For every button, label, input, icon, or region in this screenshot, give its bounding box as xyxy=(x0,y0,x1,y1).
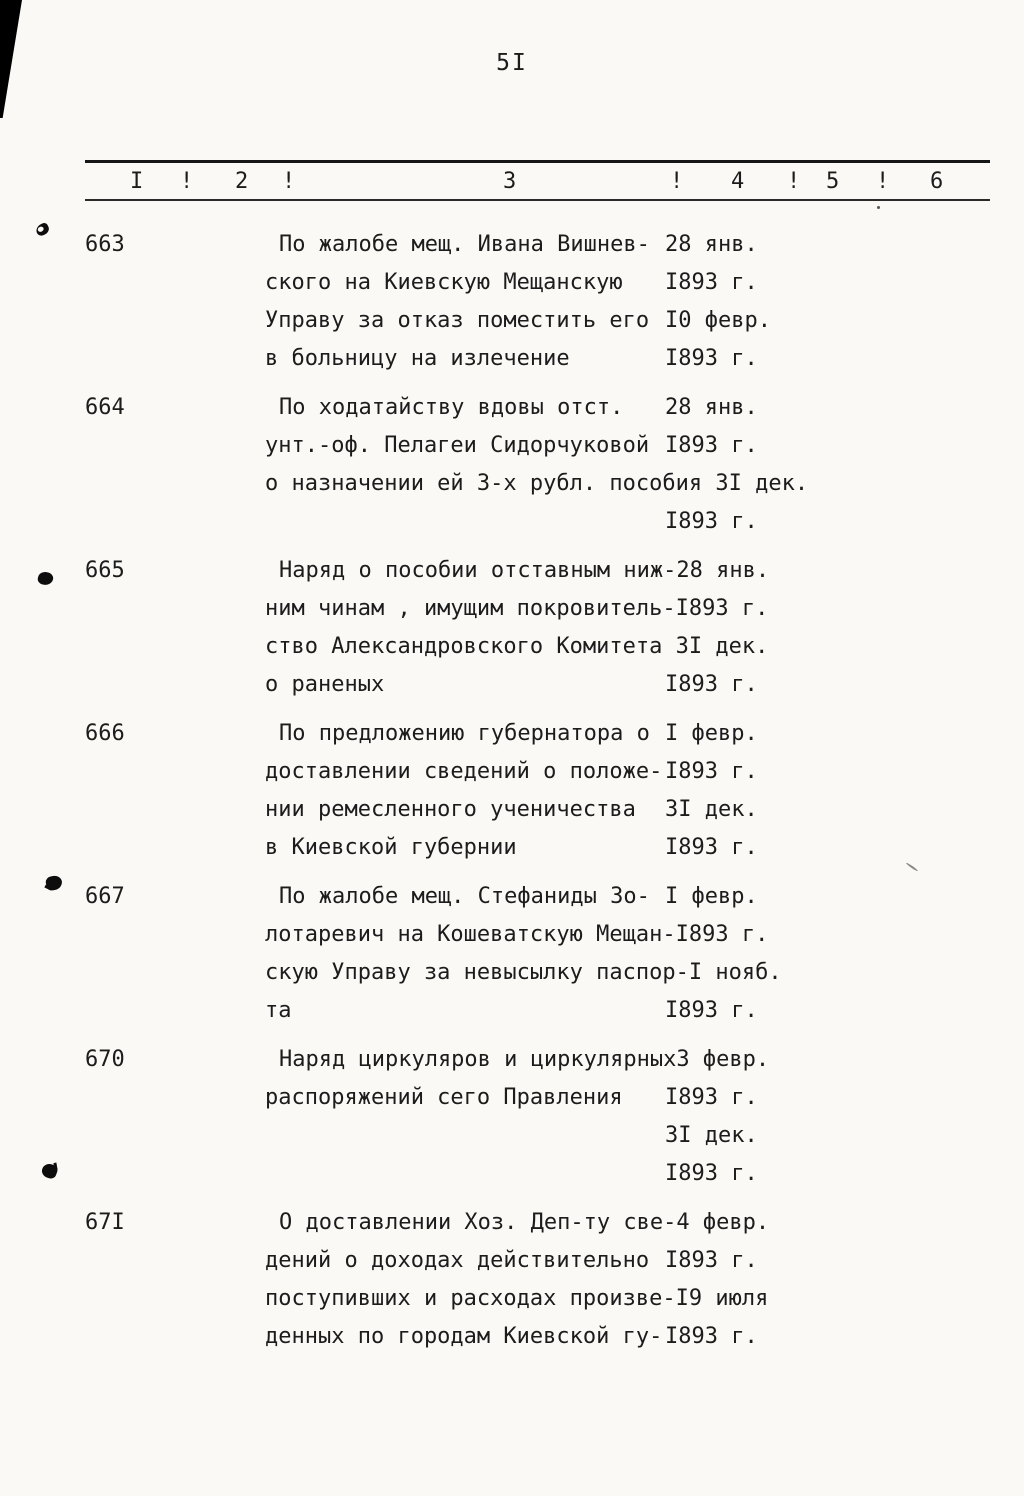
entry-line xyxy=(265,753,758,791)
entry-description: По предложению губернатора о xyxy=(279,721,650,746)
entry-date: I893 г. xyxy=(665,1324,758,1349)
column-header-3: 3 xyxy=(503,169,517,194)
header-rule-bottom xyxy=(85,199,990,201)
entry-date: 3I дек. xyxy=(665,797,758,822)
entry-lines xyxy=(265,878,782,1030)
entry-description: та xyxy=(265,998,292,1023)
entry-date: I893 г. xyxy=(675,596,769,621)
entry-description: скую Управу за невысылку паспор- xyxy=(265,960,689,985)
entry-line xyxy=(265,916,782,954)
entry-number: 667 xyxy=(85,884,125,909)
column-header-6: 6 xyxy=(930,169,944,194)
entry-date: I893 г. xyxy=(665,1161,758,1186)
entry-date: 28 янв. xyxy=(665,232,758,257)
column-separator: ! xyxy=(787,169,801,194)
entry-description: О доставлении Хоз. Деп-ту све- xyxy=(279,1210,677,1235)
table-row xyxy=(85,1204,995,1356)
entry-line xyxy=(265,628,769,666)
column-separator: ! xyxy=(180,169,194,194)
entry-date: I893 г. xyxy=(665,433,758,458)
entry-description: распоряжений сего Правления xyxy=(265,1085,623,1110)
entry-date: I893 г. xyxy=(665,672,758,697)
entry-line xyxy=(265,878,782,916)
entry-description: в больницу на излечение xyxy=(265,346,570,371)
entry-date: I893 г. xyxy=(665,998,758,1023)
entry-number: 666 xyxy=(85,721,125,746)
entry-line xyxy=(265,340,771,378)
entry-date: 28 янв. xyxy=(665,395,758,420)
entry-date: I893 г. xyxy=(665,759,758,784)
entry-description: По жалобе мещ. Ивана Вишнев- xyxy=(279,232,650,257)
entry-lines xyxy=(265,715,758,867)
table-row xyxy=(85,878,995,1030)
entry-line xyxy=(265,503,808,541)
column-header-1: I xyxy=(130,169,144,194)
column-separator: ! xyxy=(282,169,296,194)
entry-description: унт.-оф. Пелагеи Сидорчуковой xyxy=(265,433,650,458)
entry-line xyxy=(265,1041,769,1079)
entry-date: I893 г. xyxy=(665,835,758,860)
entry-line xyxy=(265,264,771,302)
page-number: 5I xyxy=(496,50,528,76)
entry-date: I893 г. xyxy=(665,270,758,295)
column-separator: ! xyxy=(876,169,890,194)
entry-description: Наряд о пособии отставным ниж- xyxy=(279,558,677,583)
entry-date: 4 февр. xyxy=(676,1210,770,1235)
entry-description xyxy=(265,1155,665,1193)
entry-line xyxy=(265,1280,769,1318)
entry-description xyxy=(265,1117,665,1155)
entry-description: По жалобе мещ. Стефаниды Зо- xyxy=(279,884,650,909)
table-row xyxy=(85,226,995,378)
entry-number: 670 xyxy=(85,1047,125,1072)
entry-number: 663 xyxy=(85,232,125,257)
entry-date: 3I дек. xyxy=(665,1123,758,1148)
entry-date: I893 г. xyxy=(665,1085,758,1110)
entry-lines xyxy=(265,552,769,704)
entry-description: По ходатайству вдовы отст. xyxy=(279,395,624,420)
entry-date: I893 г. xyxy=(665,1248,758,1273)
ink-blot-2 xyxy=(37,570,55,586)
entry-description: Управу за отказ поместить его xyxy=(265,308,650,333)
table-row xyxy=(85,1041,995,1193)
entry-line xyxy=(265,791,758,829)
entry-line xyxy=(265,1242,769,1280)
entry-line xyxy=(265,1155,769,1193)
entry-date: I893 г. xyxy=(665,509,758,534)
entry-date: I февр. xyxy=(665,721,758,746)
entry-description: Наряд циркуляров и циркулярных xyxy=(279,1047,677,1072)
table-row xyxy=(85,389,995,541)
entry-line xyxy=(265,465,808,503)
table-row xyxy=(85,552,995,704)
entry-number: 665 xyxy=(85,558,125,583)
entry-line xyxy=(265,1204,769,1242)
entry-description: в Киевской губернии xyxy=(265,835,517,860)
column-separator: ! xyxy=(670,169,684,194)
entry-date: I февр. xyxy=(665,884,758,909)
entry-number: 67I xyxy=(85,1210,125,1235)
entry-description: ство Александровского Комитета xyxy=(265,634,676,659)
entry-description: нии ремесленного ученичества xyxy=(265,797,636,822)
entry-line xyxy=(265,1318,769,1356)
table-header xyxy=(85,160,990,201)
entry-line xyxy=(265,992,782,1030)
ink-blot-1 xyxy=(34,222,50,237)
entry-date: I893 г. xyxy=(675,922,769,947)
table-row xyxy=(85,715,995,867)
entry-lines xyxy=(265,1041,769,1193)
entry-date: I893 г. xyxy=(665,346,758,371)
entry-line xyxy=(265,715,758,753)
column-header-5: 5 xyxy=(826,169,840,194)
entry-description: о раненых xyxy=(265,672,385,697)
entry-number: 664 xyxy=(85,395,125,420)
entry-line xyxy=(265,666,769,704)
entry-line xyxy=(265,1079,769,1117)
entry-date: I нояб. xyxy=(688,960,782,985)
column-header-2: 2 xyxy=(235,169,249,194)
entry-description: о назначении ей 3-х рубл. пособия xyxy=(265,471,716,496)
entry-lines xyxy=(265,1204,769,1356)
ink-blot-3 xyxy=(45,875,63,892)
entry-date: I9 июля xyxy=(675,1286,769,1311)
entry-date: I0 февр. xyxy=(665,308,771,333)
entries xyxy=(85,226,995,1367)
entry-date: 3I дек. xyxy=(715,471,809,496)
entry-description: доставлении сведений о положе- xyxy=(265,759,663,784)
entry-description: ним чинам , имущим покровитель- xyxy=(265,596,676,621)
entry-description: поступивших и расходах произве- xyxy=(265,1286,676,1311)
entry-line xyxy=(265,954,782,992)
entry-description: ского на Киевскую Мещанскую xyxy=(265,270,623,295)
entry-line xyxy=(265,829,758,867)
scan-speck xyxy=(877,206,880,209)
entry-date: 3 февр. xyxy=(676,1047,770,1072)
entry-description: дений о доходах действительно xyxy=(265,1248,650,1273)
entry-line xyxy=(265,427,808,465)
entry-line xyxy=(265,1117,769,1155)
ink-blot-4 xyxy=(40,1162,59,1180)
entry-line xyxy=(265,552,769,590)
entry-date: 28 янв. xyxy=(676,558,770,583)
entry-line xyxy=(265,302,771,340)
entry-lines xyxy=(265,226,771,378)
entry-line xyxy=(265,389,808,427)
entry-description xyxy=(265,503,665,541)
entry-description: лотаревич на Кошеватскую Мещан- xyxy=(265,922,676,947)
entry-lines xyxy=(265,389,808,541)
column-header-4: 4 xyxy=(731,169,745,194)
entry-date: 3I дек. xyxy=(675,634,769,659)
header-row xyxy=(85,163,990,199)
entry-line xyxy=(265,226,771,264)
entry-line xyxy=(265,590,769,628)
entry-description: денных по городам Киевской гу- xyxy=(265,1324,663,1349)
